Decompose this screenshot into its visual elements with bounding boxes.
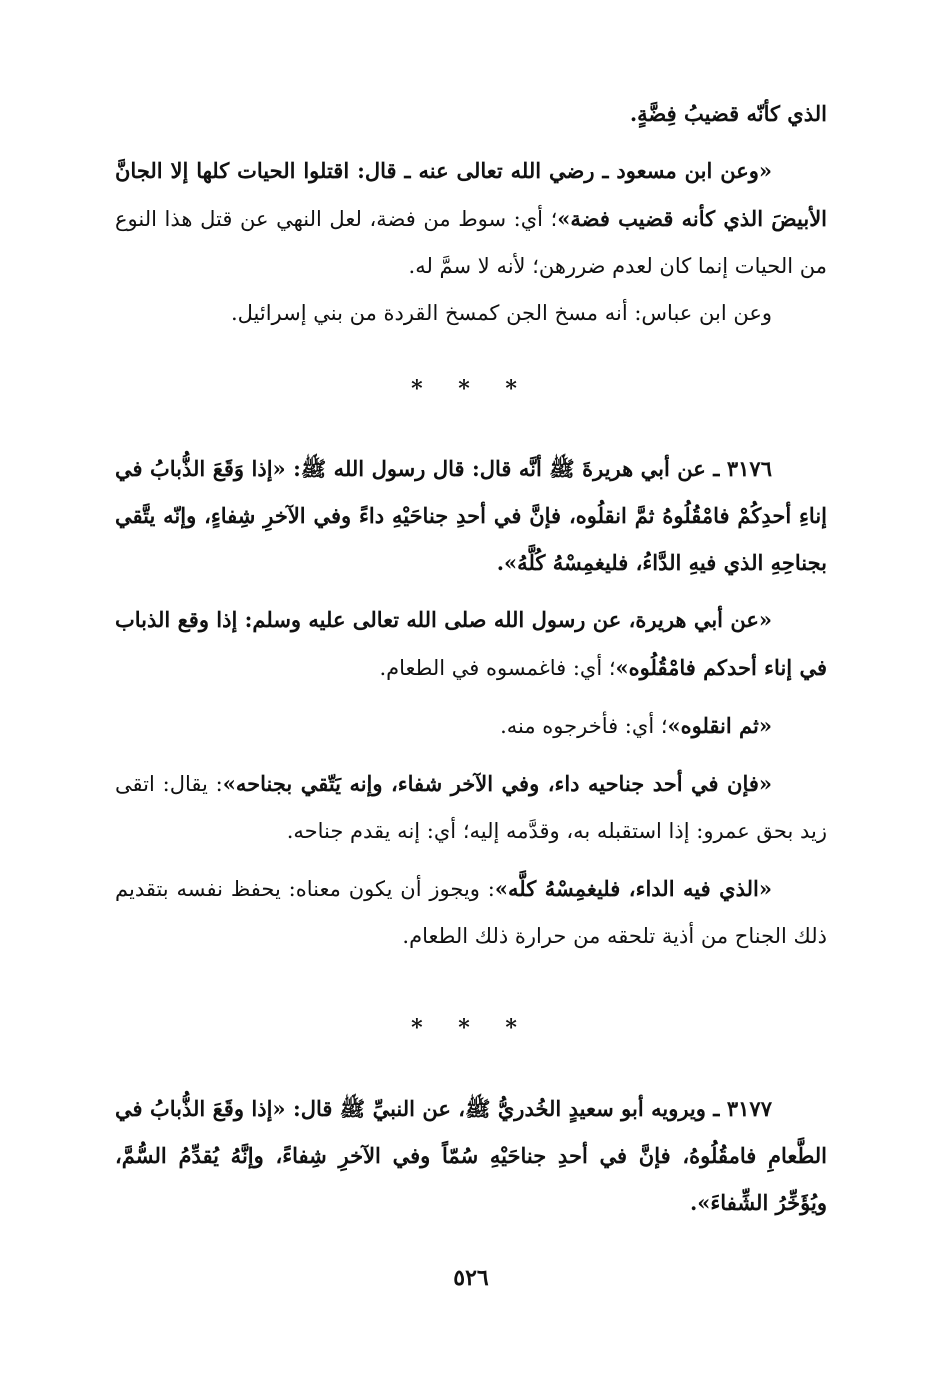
commentary-text: ؛ أي: سوط من فضة، لعل النهي عن قتل هذا النوع من الحيات إنما كان لعدم ضررهن؛ لأنه لا سمَّ له. xyxy=(115,207,827,278)
quoted-text: «الذي فيه الداء، فليغمِسْهُ كلَّه» xyxy=(494,876,772,901)
section-separator: * * * xyxy=(411,376,531,402)
page-body xyxy=(115,90,827,337)
hadith-text: ٣١٧٦ ـ عن أبي هريرةَ ﷺ أنَّه قال: قال رسول الله ﷺ: «إذا وَقَعَ الذُّبابُ في إناءِ أحدِكُمْ فامْقُلُوهُ ثمَّ انقلُوه، فإنَّ في أحدِ جناحَيْهِ داءً وفي الآخرِ شِفاءٍ، وإنّه يتَّقي بجناحِهِ الذي فيهِ الدَّاءُ، فليغمِسْهُ كُلَّهُ». xyxy=(115,456,827,575)
commentary-paragraph xyxy=(115,147,827,290)
quoted-text: «عن أبي هريرة، عن رسول الله صلى الله تعالى عليه وسلم: إذا وقع الذباب في إناء أحدكم فامْقُلُوه» xyxy=(115,607,827,680)
quoted-text: «فإن في أحد جناحيه داء، وفي الآخر شفاء، وإنه يَتّقي بجناحه» xyxy=(222,771,773,796)
commentary-text: : ويجوز أن يكون معناه: يحفظ نفسه بتقديم ذلك الجناح من أذية تلحقه من حرارة ذلك الطعام. xyxy=(115,877,827,948)
commentary-paragraph xyxy=(115,760,827,855)
hadith-block xyxy=(115,1085,827,1226)
commentary-paragraph: وعن ابن عباس: أنه مسخ الجن كمسخ القردة من بني إسرائيل. xyxy=(230,301,772,325)
continuation-line: الذي كأنّه قضيبُ فِضَّةٍ. xyxy=(629,101,827,126)
commentary-text: ؛ أي: فاغمسوه في الطعام. xyxy=(379,656,616,680)
quoted-text: «ثم انقلوه» xyxy=(667,713,772,738)
hadith-block xyxy=(115,445,827,960)
commentary-paragraph xyxy=(115,596,827,692)
hadith-text: ٣١٧٧ ـ ويرويه أبو سعيدٍ الخُدريُّ ﷺ، عن النبيِّ ﷺ قال: «إذا وقَعَ الذُّبابُ في الطَّعامِ فامقُلُوهُ، فإنَّ في أحدِ جناحَيْهِ سُمّاً وفي الآخرِ شِفاءً، وإنَّهُ يُقدِّمُ السُّمَّ، ويُؤَخِّرُ الشِّفاءَ». xyxy=(115,1096,827,1215)
section-separator: * * * xyxy=(411,1015,531,1041)
commentary-paragraph xyxy=(115,865,827,960)
commentary-text: : يقال: اتقى زيد بحق عمرو: إذا استقبله به، وقدَّمه إليه؛ أي: إنه يقدم جناحه. xyxy=(115,772,827,843)
quoted-text: «وعن ابن مسعود ـ رضي الله تعالى عنه ـ قال: اقتلوا الحيات كلها إلا الجانَّ الأبيضَ الذي كأنه قضيب فضة» xyxy=(115,158,827,231)
page-number: ٥٢٦ xyxy=(453,1265,489,1291)
commentary-paragraph xyxy=(115,702,827,750)
commentary-text: ؛ أي: فأخرجوه منه. xyxy=(500,714,668,738)
